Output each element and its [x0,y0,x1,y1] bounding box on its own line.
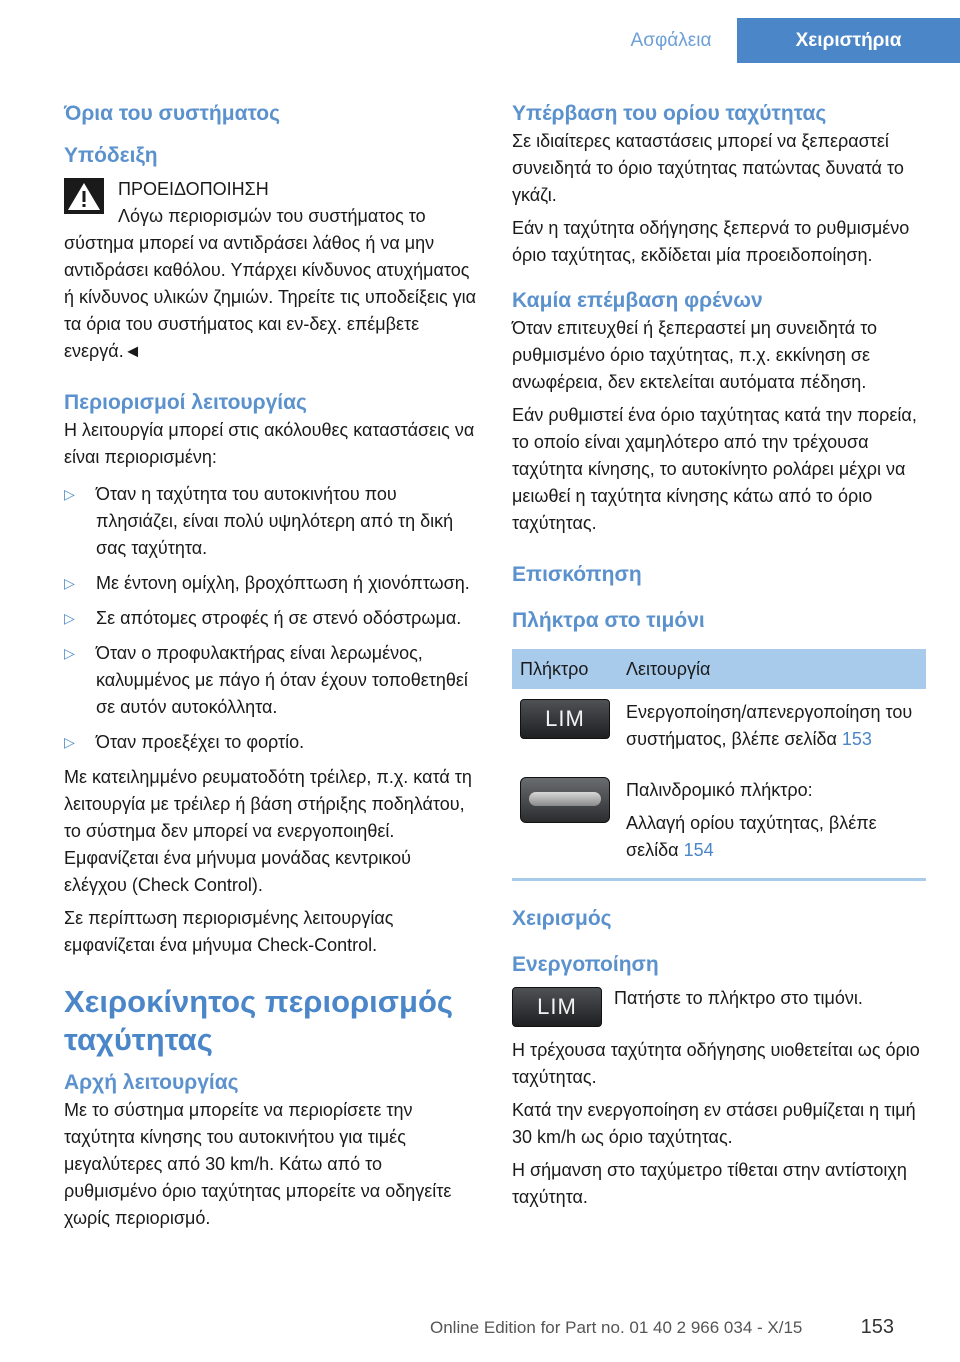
header-tab-controls: Χειριστήρια [737,18,960,63]
triangle-bullet-icon: ▷ [64,486,75,502]
list-item: ▷ Όταν η ταχύτητα του αυτοκινήτου που πλησιάζει, είναι πολύ υψηλότερη από τη δική σας ταχύτητα. [64,481,478,562]
left-column [64,100,478,1232]
exceed-paragraph-1: Σε ιδιαίτερες καταστάσεις μπορεί να ξεπεραστεί συνειδητά το όριο ταχύτητας πατώντας δυνατά το γκάζι. [512,131,904,205]
heading-activation: Ενεργοποίηση [512,953,659,976]
limits-list [64,481,478,756]
page-link-153[interactable]: 153 [841,729,872,749]
heading-system-limits: Όρια του συστήματος [64,102,281,125]
no-brake-paragraph-1: Όταν επιτευχθεί ή ξεπεραστεί μη συνειδητά το ρυθμισμένο όριο ταχύτητας, π.χ. εκκίνηση σε ανωφέρεια, δεν εκτελείται αυτόματα πέδηση. [512,318,878,392]
warning-text: σύστημα μπορεί να αντιδράσει λάθος ή να μην αντιδράσει καθόλου. Υπάρχει κίνδυνος ατυχήματος ή κίνδυνος υλικών ζημιών. Τηρείτε τις υποδείξεις για τα όρια του συστήματος και εν-δεχ. επέμβετε ενεργά.◄ [64,233,477,361]
activation-paragraph-1: Η τρέχουσα ταχύτητα οδήγησης υιοθετείται ως όριο ταχύτητας. [512,1040,920,1087]
heading-manual-speed-limiter: Χειροκίνητος περιορισμός ταχύτητας [64,984,454,1057]
page-link-154[interactable]: 154 [683,840,714,860]
activation-paragraph-3: Η σήμανση στο ταχύμετρο τίθεται στην αντίστοιχη ταχύτητα. [512,1160,907,1207]
header-section-safety: Ασφάλεια [630,30,712,51]
list-item: ▷ Με έντονη ομίχλη, βροχόπτωση ή χιονόπτωση. [64,570,478,597]
lim-button-icon: LIM [520,699,610,739]
heading-exceed-limit: Υπέρβαση του ορίου ταχύτητας [512,102,827,125]
principle-paragraph: Με το σύστημα μπορείτε να περιορίσετε την ταχύτητα κίνησης του αυτοκινήτου για τιμές μεγαλύτερες από 30 km/h. Κάτω από το ρυθμισμένο όριο ταχύτητας μπορείτε να οδηγείτε χωρίς περιορισμό. [64,1100,452,1228]
no-brake-paragraph-2: Εάν ρυθμιστεί ένα όριο ταχύτητας κατά την πορεία, το οποίο είναι χαμηλότερο από την τρέχουσα ταχύτητα κίνησης, το αυτοκίνητο ρολάρει μέχρι να μειωθεί η ταχύτητα κίνησης κάτω από το όριο ταχύτητας. [512,405,917,533]
row1-text: Ενεργοποίηση/απενεργοποίηση του συστήματος, βλέπε σελίδα [626,702,913,749]
triangle-bullet-icon: ▷ [64,734,75,750]
warning-title: ΠΡΟΕΙΔΟΠΟΙΗΣΗ [118,179,269,199]
exceed-paragraph-2: Εάν η ταχύτητα οδήγησης ξεπερνά το ρυθμισμένο όριο ταχύτητας, εκδίδεται μία προειδοποίηση. [512,218,910,265]
triangle-bullet-icon: ▷ [64,610,75,626]
table-header-row [512,649,926,689]
rocker-switch-icon [520,777,610,823]
heading-overview: Επισκόπηση [512,563,642,586]
heading-principle: Αρχή λειτουργίας [64,1071,239,1094]
edition-note: Online Edition for Part no. 01 40 2 966 034 - X/15 [430,1318,803,1337]
list-item: ▷ Σε απότομες στροφές ή σε στενό οδόστρωμα. [64,605,478,632]
press-instruction: Πατήστε το πλήκτρο στο τιμόνι. [614,988,863,1008]
column-header-function: Λειτουργία [618,649,926,689]
heading-note: Υπόδειξη [64,144,158,167]
warning-line1: Λόγω περιορισμών του συστήματος το [118,206,426,226]
warning-block [64,176,478,365]
list-item: ▷ Όταν προεξέχει το φορτίο. [64,729,478,756]
heading-function-limits: Περιορισμοί λειτουργίας [64,391,307,414]
column-header-button: Πλήκτρο [512,649,618,689]
page-footer [0,1312,960,1352]
function-limits-intro: Η λειτουργία μπορεί στις ακόλουθες καταστάσεις να είναι περιορισμένη: [64,420,475,467]
list-item: ▷ Όταν ο προφυλακτήρας είναι λερωμένος, καλυμμένος με πάγο ή όταν έχουν τοποθετηθεί σε αυτόν αυτοκόλλητα. [64,640,478,721]
triangle-bullet-icon: ▷ [64,575,75,591]
trailer-paragraph: Με κατειλημμένο ρευματοδότη τρέιλερ, π.χ. κατά τη λειτουργία με τρέιλερ ή βάση στήριξης ποδηλάτου, το σύστημα δεν μπορεί να ενεργοποιηθεί. Εμφανίζεται ένα μήνυμα μονάδας κεντρικού ελέγχου (Check Control). [64,767,472,895]
heading-steering-wheel-buttons: Πλήκτρα στο τιμόνι [512,609,705,632]
table-row [512,767,926,880]
activation-paragraph-2: Κατά την ενεργοποίηση εν στάσει ρυθμίζεται η τιμή 30 km/h ως όριο ταχύτητας. [512,1100,916,1147]
row2-text: Αλλαγή ορίου ταχύτητας, βλέπε σελίδα [626,813,877,860]
restricted-paragraph: Σε περίπτωση περιορισμένης λειτουργίας εμφανίζεται ένα μήνυμα Check-Control. [64,908,394,955]
heading-operation: Χειρισμός [512,907,612,930]
heading-no-brake: Καμία επέμβαση φρένων [512,289,763,312]
right-column [512,100,926,1211]
buttons-table [512,649,926,881]
activation-instruction [512,985,926,1027]
table-row [512,689,926,767]
page-number: 153 [860,1316,894,1338]
row2-title: Παλινδρομικό πλήκτρο: [626,780,813,800]
triangle-bullet-icon: ▷ [64,645,75,661]
warning-icon [64,178,104,214]
lim-button-icon: LIM [512,987,602,1027]
